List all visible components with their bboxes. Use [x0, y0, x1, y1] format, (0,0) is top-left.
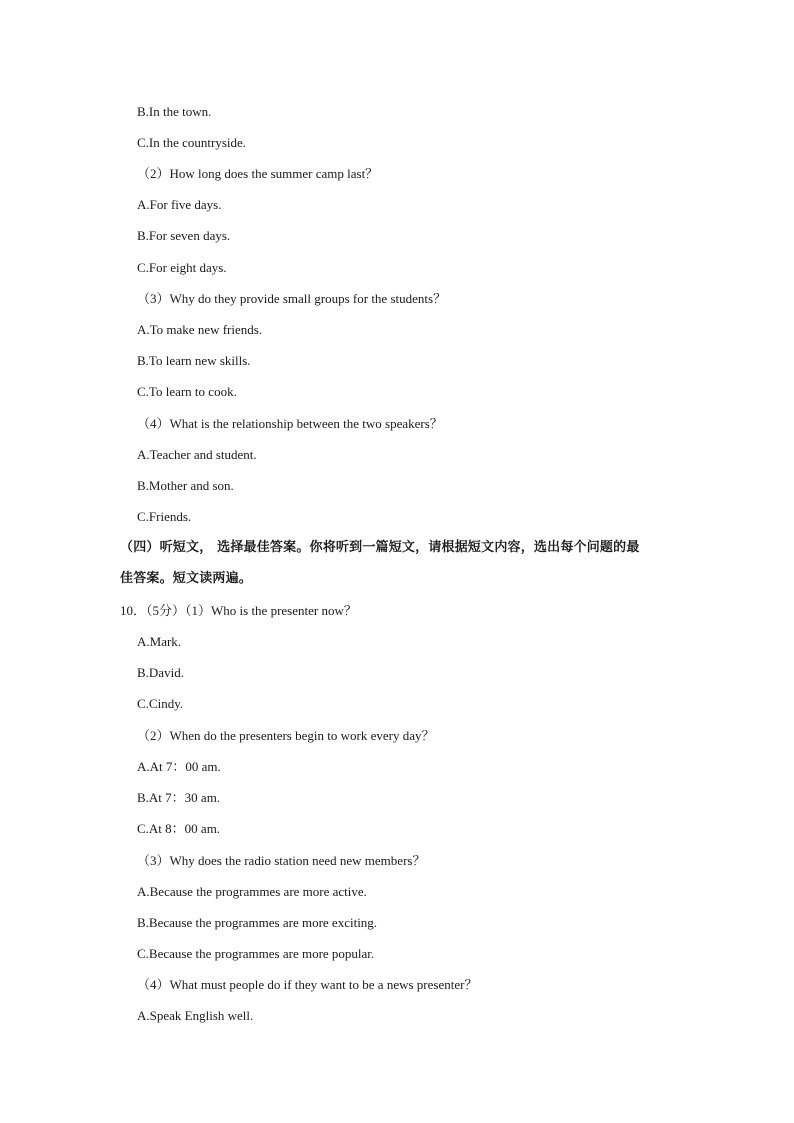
question-text: （2）When do the presenters begin to work every day？ — [137, 728, 435, 743]
option-a: A.For five days. — [137, 197, 222, 212]
option-b: B.For seven days. — [137, 228, 231, 243]
option-c: C.For eight days. — [137, 260, 227, 275]
option-b: B.Because the programmes are more exciting. — [137, 915, 378, 930]
option-a: A.At 7：00 am. — [137, 759, 221, 774]
option-b: B.To learn new skills. — [137, 353, 251, 368]
option-c: C.At 8：00 am. — [137, 821, 221, 836]
option-c: C.Because the programmes are more popular. — [137, 946, 375, 961]
question-text: （3）Why does the radio station need new members？ — [137, 853, 426, 868]
question-text: （4）What must people do if they want to be a news presenter？ — [137, 977, 478, 992]
option-a: A.Because the programmes are more active. — [137, 884, 367, 899]
section-heading-continued: 佳答案。短文读两遍。 — [120, 571, 253, 586]
question-text: （4）What is the relationship between the two speakers？ — [137, 416, 443, 431]
option-b: B.Mother and son. — [137, 478, 234, 493]
section-heading: （四）听短文， 选择最佳答案。你将听到一篇短文，请根据短文内容，选出每个问题的最 — [120, 540, 640, 555]
option-a: A.Mark. — [137, 634, 182, 649]
option-a: A.To make new friends. — [137, 322, 263, 337]
question-text: （3）Why do they provide small groups for the students？ — [137, 291, 447, 306]
option-a: A.Teacher and student. — [137, 447, 257, 462]
question-header: 10．（5分）（1）Who is the presenter now？ — [120, 603, 357, 618]
option-b: B.At 7：30 am. — [137, 790, 221, 805]
question-text: （2）How long does the summer camp last？ — [137, 166, 379, 181]
option-c: C.In the countryside. — [137, 135, 247, 150]
option-a: A.Speak English well. — [137, 1008, 254, 1023]
option-c: C.Cindy. — [137, 696, 184, 711]
option-c: C.To learn to cook. — [137, 384, 237, 399]
option-c: C.Friends. — [137, 509, 192, 524]
option-b: B.David. — [137, 665, 184, 680]
option-b: B.In the town. — [137, 104, 212, 119]
